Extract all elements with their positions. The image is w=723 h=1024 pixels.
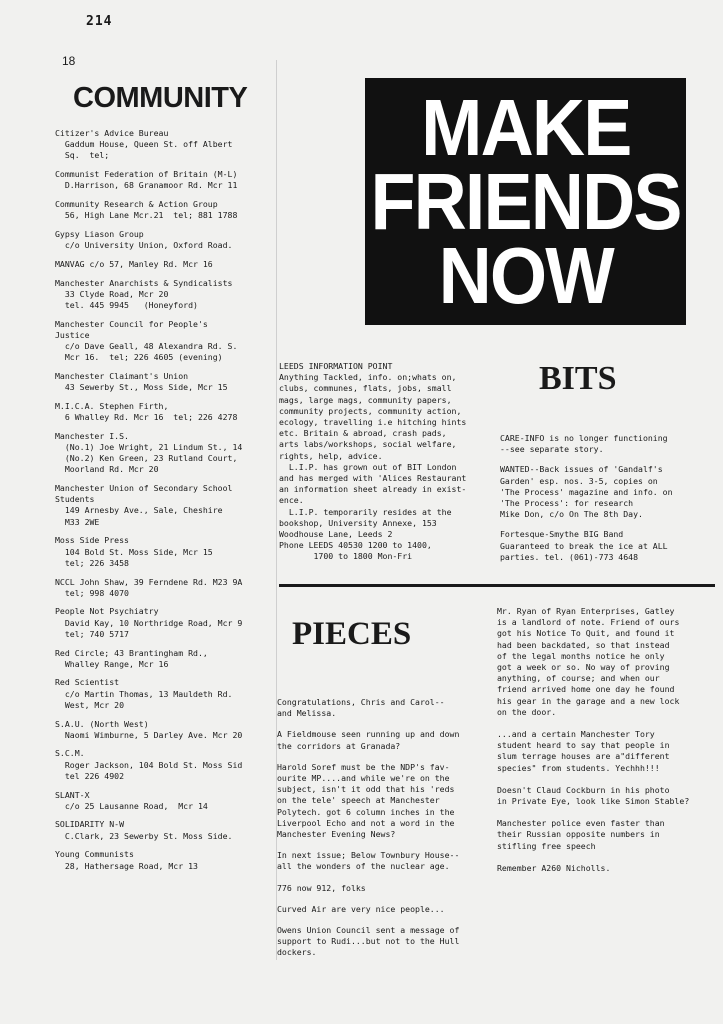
community-entry: M.I.C.A. Stephen Firth, 6 Whalley Rd. Mcr 16 tel; 226 4278 bbox=[55, 400, 238, 423]
community-entry: Manchester Claimant's Union 43 Sewerby St., Moss Side, Mcr 15 bbox=[55, 370, 228, 393]
bits-entry: Fortesque-Smythe BIG Band Guaranteed to break the ice at ALL parties. tel. (061)-773 4648 bbox=[500, 529, 668, 562]
community-entry: Moss Side Press 104 Bold St. Moss Side, Mcr 15 tel; 226 3458 bbox=[55, 535, 213, 568]
pieces-right-entry: Mr. Ryan of Ryan Enterprises, Gatley is a landlord of note. Friend of ours got his Notice To Quit, and found it had been backdated, so that instead of the legal months notice he only got a week or so. No way of proving anything, of course; and when our friend arrived home one day he found his gear in the garage and a new lock on the door. bbox=[497, 606, 680, 717]
banner-line: FRIENDS bbox=[370, 156, 681, 246]
pieces-left-entry: Harold Soref must be the NDP's fav- ourite MP....and while we're on the subject, isn't it odd that his 'reds on the tele' speech at Manchester Polytech. got 6 column inches in the Liverpool Echo and not a word in the Manchester Evening News? bbox=[277, 761, 455, 840]
banner-line: MAKE bbox=[420, 82, 631, 172]
community-entry: Red Circle; 43 Brantingham Rd., Whalley Range, Mcr 16 bbox=[55, 647, 208, 669]
pieces-right-entry: Remember A260 Nicholls. bbox=[497, 862, 611, 873]
bits-list bbox=[500, 433, 673, 572]
community-list bbox=[55, 128, 273, 879]
make-friends-now-banner bbox=[365, 78, 686, 325]
leeds-information-point: LEEDS INFORMATION POINT Anything Tackled, info. on;whats on, clubs, communes, flats, jobs, small mags, large mags, community papers, community projects, community action, ecology, travelling i.e hitching hints etc. Britain & abroad, crash pads, arts labs/workshops, social welfare, rights, help, advice. L.I.P. has grown out of BIT London and has merged with 'Alices Restaurant an information sheet already in exist- ence. L.I.P. temporarily resides at the bookshop, University Annexe, 153 Woodhouse Lane, Leeds 2 Phone LEEDS 40530 1200 to 1400, 1700 to 1800 Mon-Fri bbox=[279, 361, 467, 562]
community-entry: Manchester Union of Secondary School Students 149 Arnesby Ave., Sale, Cheshire M33 2WE bbox=[55, 483, 233, 527]
pieces-right-column bbox=[497, 606, 689, 885]
pieces-left-entry: Owens Union Council sent a message of support to Rudi...but not to the Hull dockers. bbox=[277, 925, 460, 958]
community-entry: Gypsy Liason Group c/o University Union, Oxford Road. bbox=[55, 228, 233, 251]
banner-line: NOW bbox=[438, 230, 613, 320]
community-entry: Young Communists 28, Hathersage Road, Mcr 13 bbox=[55, 849, 198, 871]
pieces-left-entry: Congratulations, Chris and Carol-- and Melissa. bbox=[277, 697, 445, 719]
community-entry: S.C.M. Roger Jackson, 104 Bold St. Moss Sid tel 226 4902 bbox=[55, 748, 243, 781]
pieces-right-entry: Doesn't Claud Cockburn in his photo in Private Eye, look like Simon Stable? bbox=[497, 784, 690, 807]
community-entry: Manchester Council for People's Justice c/o Dave Geall, 48 Alexandra Rd. S. Mcr 16. tel; 226 4605 (evening) bbox=[55, 318, 238, 363]
community-entry: S.A.U. (North West) Naomi Wimburne, 5 Darley Ave. Mcr 20 bbox=[55, 718, 243, 740]
pieces-heading: PIECES bbox=[292, 616, 412, 652]
bits-entry: CARE-INFO is no longer functioning --see separate story. bbox=[500, 433, 668, 455]
pieces-left-entry: A Fieldmouse seen running up and down the corridors at Granada? bbox=[277, 729, 460, 751]
pieces-right-entry: ...and a certain Manchester Tory student heard to say that people in slum terrage houses are a"different species" from students. Yechhh!!! bbox=[497, 729, 670, 773]
community-entry: MANVAG c/o 57, Manley Rd. Mcr 16 bbox=[55, 258, 213, 269]
community-entry: People Not Psychiatry David Kay, 10 Northridge Road, Mcr 9 tel; 740 5717 bbox=[55, 606, 243, 639]
bits-entry: WANTED--Back issues of 'Gandalf's Garden' esp. nos. 3-5, copies on 'The Process' magazine and info. on 'The Process': for research Mike Don, c/o On The 8th Day. bbox=[500, 464, 673, 520]
community-entry: Manchester Anarchists & Syndicalists 33 Clyde Road, Mcr 20 tel. 445 9945 (Honeyford) bbox=[55, 277, 233, 310]
pieces-left-column bbox=[277, 697, 459, 969]
community-heading: COMMUNITY bbox=[73, 82, 248, 114]
pieces-left-entry: In next issue; Below Townbury House-- all the wonders of the nuclear age. bbox=[277, 850, 460, 872]
community-entry: SLANT-X c/o 25 Lausanne Road, Mcr 14 bbox=[55, 789, 208, 811]
community-entry: Citizer's Advice Bureau Gaddum House, Queen St. off Albert Sq. tel; bbox=[55, 128, 233, 161]
community-entry: SOLIDARITY N-W C.Clark, 23 Sewerby St. Moss Side. bbox=[55, 819, 233, 841]
pieces-left-entry: Curved Air are very nice people... bbox=[277, 903, 445, 914]
community-entry: Community Research & Action Group 56, High Lane Mcr.21 tel; 881 1788 bbox=[55, 199, 238, 221]
community-entry: Communist Federation of Britain (M-L) D.Harrison, 68 Granamoor Rd. Mcr 11 bbox=[55, 169, 238, 191]
section-rule bbox=[279, 584, 715, 587]
community-entry: Red Scientist c/o Martin Thomas, 13 Mauldeth Rd. West, Mcr 20 bbox=[55, 677, 233, 710]
pieces-right-entry: Manchester police even faster than their Russian opposite numbers in stifling free speech bbox=[497, 818, 665, 851]
community-entry: NCCL John Shaw, 39 Ferndene Rd. M23 9A tel; 998 4070 bbox=[55, 576, 243, 598]
page-number-top: 214 bbox=[86, 14, 113, 29]
page-number-left: 18 bbox=[62, 54, 76, 68]
bits-heading: BITS bbox=[539, 360, 617, 397]
pieces-left-entry: 776 now 912, folks bbox=[277, 882, 366, 893]
community-entry: Manchester I.S. (No.1) Joe Wright, 21 Lindum St., 14 (No.2) Ken Green, 23 Rutland Court, Moorland Rd. Mcr 20 bbox=[55, 430, 243, 475]
